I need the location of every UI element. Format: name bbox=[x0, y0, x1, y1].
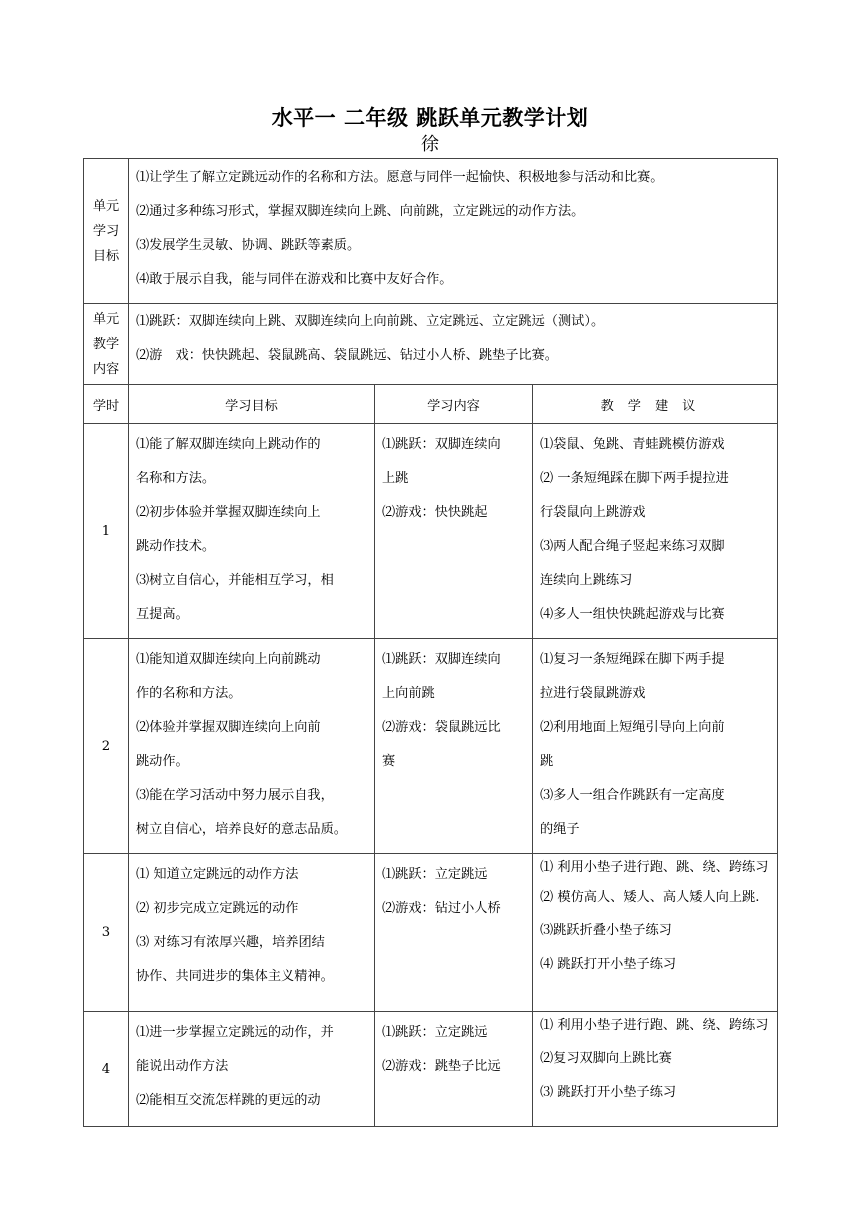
suggestion-line: ⑴袋鼠、兔跳、青蛙跳模仿游戏 bbox=[540, 437, 725, 452]
suggestion-line: ⑶ 跳跃打开小垫子练习 bbox=[540, 1085, 677, 1100]
unit-goal-item: ⑷敢于展示自我，能与同伴在游戏和比赛中友好合作。 bbox=[136, 272, 453, 287]
lesson-row bbox=[84, 639, 778, 854]
content-line: ⑵游戏：袋鼠跳远比 bbox=[382, 720, 501, 735]
lesson-number: 4 bbox=[84, 1012, 129, 1127]
lesson-suggestions bbox=[533, 424, 778, 639]
suggestion-line: ⑶多人一组合作跳跃有一定高度 bbox=[540, 788, 725, 803]
lesson-suggestions bbox=[533, 1012, 778, 1127]
lesson-number: 1 bbox=[84, 424, 129, 639]
unit-content-item: ⑴跳跃：双脚连续向上跳、双脚连续向上向前跳、立定跳远、立定跳远（测试）。 bbox=[136, 314, 605, 329]
header-period: 学时 bbox=[84, 385, 129, 424]
suggestion-line: ⑴ 利用小垫子进行跑、跳、绕、跨练习 bbox=[540, 860, 769, 875]
objective-line: ⑴能知道双脚连续向上向前跳动 bbox=[136, 652, 321, 667]
objective-line: 名称和方法。 bbox=[136, 471, 216, 486]
lesson-content bbox=[375, 639, 533, 854]
unit-goals-label: 单元学习目标 bbox=[84, 159, 129, 304]
content-line: ⑵游戏：钻过小人桥 bbox=[382, 901, 501, 916]
content-line: ⑴跳跃：双脚连续向 bbox=[382, 652, 501, 667]
content-line: ⑵游戏：快快跳起 bbox=[382, 505, 488, 520]
table-header-row bbox=[84, 385, 778, 424]
objective-line: ⑶能在学习活动中努力展示自我， bbox=[136, 788, 334, 803]
lesson-row bbox=[84, 424, 778, 639]
unit-content-item: ⑵游 戏：快快跳起、袋鼠跳高、袋鼠跳远、钻过小人桥、跳垫子比赛。 bbox=[136, 348, 558, 363]
suggestion-line: ⑵ 一条短绳踩在脚下两手提拉进 bbox=[540, 471, 729, 486]
content-line: ⑴跳跃：立定跳远 bbox=[382, 867, 488, 882]
suggestion-line: ⑴ 利用小垫子进行跑、跳、绕、跨练习 bbox=[540, 1018, 769, 1033]
unit-content-cell bbox=[129, 304, 778, 385]
suggestion-line: ⑶两人配合绳子竖起来练习双脚 bbox=[540, 539, 725, 554]
suggestion-line: 行袋鼠向上跳游戏 bbox=[540, 505, 646, 520]
objective-line: ⑴进一步掌握立定跳远的动作，并 bbox=[136, 1025, 334, 1040]
lesson-suggestions bbox=[533, 639, 778, 854]
suggestion-line: ⑴复习一条短绳踩在脚下两手提 bbox=[540, 652, 725, 667]
unit-goals-cell bbox=[129, 159, 778, 304]
suggestion-line: ⑷多人一组快快跳起游戏与比赛 bbox=[540, 607, 725, 622]
header-content: 学习内容 bbox=[375, 385, 533, 424]
content-line: ⑴跳跃：双脚连续向 bbox=[382, 437, 501, 452]
objective-line: ⑶树立自信心，并能相互学习，相 bbox=[136, 573, 334, 588]
objective-line: ⑶ 对练习有浓厚兴趣，培养团结 bbox=[136, 935, 325, 950]
lesson-objectives bbox=[129, 639, 375, 854]
unit-goals-row bbox=[84, 159, 778, 304]
objective-line: 树立自信心，培养良好的意志品质。 bbox=[136, 822, 347, 837]
unit-goal-item: ⑵通过多种练习形式，掌握双脚连续向上跳、向前跳，立定跳远的动作方法。 bbox=[136, 204, 585, 219]
lesson-content bbox=[375, 424, 533, 639]
lesson-row bbox=[84, 854, 778, 1012]
content-line: 上跳 bbox=[382, 471, 409, 486]
lesson-content bbox=[375, 854, 533, 1012]
lesson-row bbox=[84, 1012, 778, 1127]
lesson-objectives bbox=[129, 1012, 375, 1127]
lesson-suggestions bbox=[533, 854, 778, 1012]
suggestion-line: ⑶跳跃折叠小垫子练习 bbox=[540, 923, 672, 938]
suggestion-line: ⑷ 跳跃打开小垫子练习 bbox=[540, 957, 677, 972]
objective-line: ⑵体验并掌握双脚连续向上向前 bbox=[136, 720, 321, 735]
objective-line: 互提高。 bbox=[136, 607, 189, 622]
lesson-objectives bbox=[129, 424, 375, 639]
objective-line: ⑵ 初步完成立定跳远的动作 bbox=[136, 901, 299, 916]
suggestion-line: 跳 bbox=[540, 754, 554, 769]
teaching-plan-table bbox=[83, 158, 778, 1127]
suggestion-line: ⑵ 模仿高人、矮人、高人矮人向上跳. bbox=[540, 890, 760, 905]
objective-line: 协作、共同进步的集体主义精神。 bbox=[136, 969, 334, 984]
content-line: 赛 bbox=[382, 754, 396, 769]
suggestion-line: 连续向上跳练习 bbox=[540, 573, 633, 588]
header-suggestions: 教学建议 bbox=[533, 385, 778, 424]
document-title: 水平一 二年级 跳跃单元教学计划 bbox=[271, 106, 589, 130]
objective-line: 跳动作技术。 bbox=[136, 539, 216, 554]
lesson-number: 3 bbox=[84, 854, 129, 1012]
content-line: 上向前跳 bbox=[382, 686, 435, 701]
unit-goal-item: ⑶发展学生灵敏、协调、跳跃等素质。 bbox=[136, 238, 361, 253]
content-line: ⑴跳跃：立定跳远 bbox=[382, 1025, 488, 1040]
unit-content-label: 单元教学内容 bbox=[84, 304, 129, 385]
objective-line: 跳动作。 bbox=[136, 754, 189, 769]
suggestion-line: 的绳子 bbox=[540, 822, 580, 837]
suggestion-line: ⑵利用地面上短绳引导向上向前 bbox=[540, 720, 725, 735]
unit-content-row bbox=[84, 304, 778, 385]
header-objectives: 学习目标 bbox=[129, 385, 375, 424]
lesson-objectives bbox=[129, 854, 375, 1012]
content-line: ⑵游戏：跳垫子比远 bbox=[382, 1059, 501, 1074]
objective-line: ⑴ 知道立定跳远的动作方法 bbox=[136, 867, 299, 882]
unit-goal-item: ⑴让学生了解立定跳远动作的名称和方法。愿意与同伴一起愉快、积极地参与活动和比赛。 bbox=[136, 170, 664, 185]
lesson-number: 2 bbox=[84, 639, 129, 854]
objective-line: 作的名称和方法。 bbox=[136, 686, 242, 701]
objective-line: ⑵初步体验并掌握双脚连续向上 bbox=[136, 505, 321, 520]
objective-line: ⑴能了解双脚连续向上跳动作的 bbox=[136, 437, 321, 452]
objective-line: ⑵能相互交流怎样跳的更远的动 bbox=[136, 1093, 321, 1108]
author-name: 徐 bbox=[421, 134, 439, 155]
lesson-content bbox=[375, 1012, 533, 1127]
objective-line: 能说出动作方法 bbox=[136, 1059, 229, 1074]
suggestion-line: ⑵复习双脚向上跳比赛 bbox=[540, 1051, 672, 1066]
suggestion-line: 拉进行袋鼠跳游戏 bbox=[540, 686, 646, 701]
